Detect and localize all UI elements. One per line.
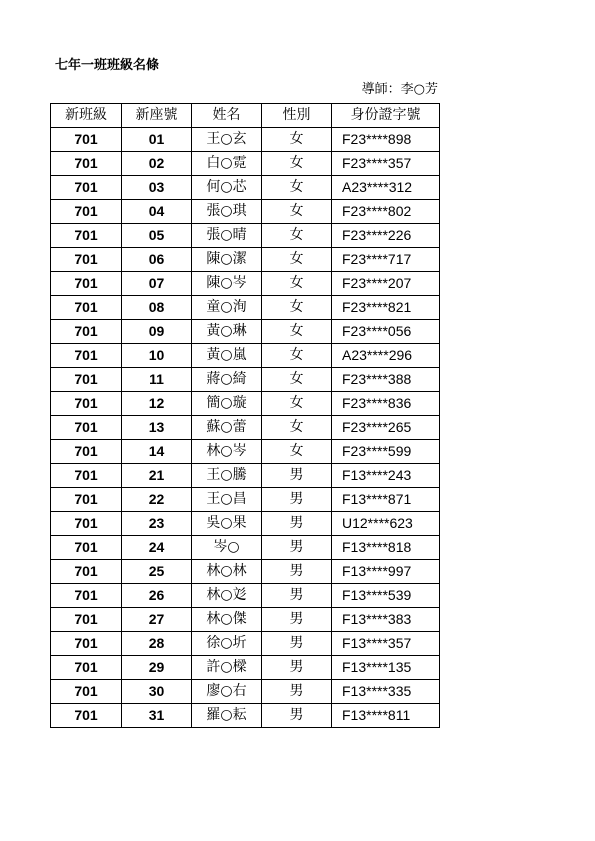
cell-seat: 01 xyxy=(122,128,192,152)
cell-class: 701 xyxy=(51,512,122,536)
cell-class: 701 xyxy=(51,224,122,248)
cell-sex: 男 xyxy=(262,536,332,560)
cell-id-number: F13****357 xyxy=(332,632,440,656)
cell-id-number: F23****898 xyxy=(332,128,440,152)
table-row xyxy=(51,152,440,176)
table-row xyxy=(51,656,440,680)
cell-name: 林○岑 xyxy=(192,440,262,464)
header-seat: 新座號 xyxy=(122,104,192,128)
cell-id-number: F13****335 xyxy=(332,680,440,704)
cell-id-number: F23****802 xyxy=(332,200,440,224)
cell-name: 簡○璇 xyxy=(192,392,262,416)
cell-class: 701 xyxy=(51,128,122,152)
table-row xyxy=(51,224,440,248)
table-row xyxy=(51,392,440,416)
cell-seat: 05 xyxy=(122,224,192,248)
cell-seat: 30 xyxy=(122,680,192,704)
cell-id-number: F23****821 xyxy=(332,296,440,320)
cell-id-number: A23****296 xyxy=(332,344,440,368)
cell-id-number: F23****265 xyxy=(332,416,440,440)
cell-seat: 06 xyxy=(122,248,192,272)
table-row xyxy=(51,200,440,224)
cell-class: 701 xyxy=(51,584,122,608)
table-row xyxy=(51,608,440,632)
cell-sex: 女 xyxy=(262,224,332,248)
cell-sex: 女 xyxy=(262,344,332,368)
cell-sex: 女 xyxy=(262,176,332,200)
document-title: 七年一班班級名條 xyxy=(55,58,160,73)
cell-id-number: F23****599 xyxy=(332,440,440,464)
cell-class: 701 xyxy=(51,248,122,272)
cell-id-number: F13****383 xyxy=(332,608,440,632)
cell-sex: 女 xyxy=(262,416,332,440)
cell-sex: 男 xyxy=(262,560,332,584)
table-row xyxy=(51,296,440,320)
cell-sex: 男 xyxy=(262,632,332,656)
cell-class: 701 xyxy=(51,704,122,728)
cell-sex: 女 xyxy=(262,272,332,296)
table-row xyxy=(51,272,440,296)
cell-class: 701 xyxy=(51,368,122,392)
cell-sex: 男 xyxy=(262,656,332,680)
cell-sex: 男 xyxy=(262,680,332,704)
cell-sex: 女 xyxy=(262,320,332,344)
table-row xyxy=(51,128,440,152)
cell-id-number: F23****056 xyxy=(332,320,440,344)
cell-sex: 男 xyxy=(262,704,332,728)
header-class: 新班級 xyxy=(51,104,122,128)
cell-name: 王○騰 xyxy=(192,464,262,488)
cell-name: 林○林 xyxy=(192,560,262,584)
cell-seat: 23 xyxy=(122,512,192,536)
cell-name: 陳○潔 xyxy=(192,248,262,272)
table-row xyxy=(51,248,440,272)
cell-name: 蔣○綺 xyxy=(192,368,262,392)
cell-class: 701 xyxy=(51,680,122,704)
cell-name: 張○晴 xyxy=(192,224,262,248)
table-row xyxy=(51,680,440,704)
cell-id-number: F13****811 xyxy=(332,704,440,728)
cell-id-number: F23****836 xyxy=(332,392,440,416)
cell-seat: 31 xyxy=(122,704,192,728)
cell-seat: 04 xyxy=(122,200,192,224)
cell-name: 岑○ xyxy=(192,536,262,560)
cell-id-number: F13****818 xyxy=(332,536,440,560)
cell-name: 陳○岑 xyxy=(192,272,262,296)
cell-class: 701 xyxy=(51,536,122,560)
cell-class: 701 xyxy=(51,272,122,296)
cell-sex: 女 xyxy=(262,128,332,152)
table-row xyxy=(51,584,440,608)
table-row xyxy=(51,464,440,488)
cell-class: 701 xyxy=(51,320,122,344)
cell-name: 童○洵 xyxy=(192,296,262,320)
cell-seat: 22 xyxy=(122,488,192,512)
cell-name: 黃○嵐 xyxy=(192,344,262,368)
cell-name: 何○芯 xyxy=(192,176,262,200)
table-row xyxy=(51,512,440,536)
header-sex: 性別 xyxy=(262,104,332,128)
cell-sex: 男 xyxy=(262,488,332,512)
teacher-label: 導師：李○芳 xyxy=(361,82,438,97)
cell-sex: 女 xyxy=(262,248,332,272)
cell-name: 林○傑 xyxy=(192,608,262,632)
cell-seat: 11 xyxy=(122,368,192,392)
cell-seat: 10 xyxy=(122,344,192,368)
cell-seat: 29 xyxy=(122,656,192,680)
table-row xyxy=(51,344,440,368)
table-body xyxy=(51,128,440,728)
cell-class: 701 xyxy=(51,416,122,440)
cell-class: 701 xyxy=(51,392,122,416)
table-header-row xyxy=(51,104,440,128)
cell-name: 黃○琳 xyxy=(192,320,262,344)
cell-class: 701 xyxy=(51,488,122,512)
cell-class: 701 xyxy=(51,344,122,368)
cell-sex: 男 xyxy=(262,464,332,488)
cell-sex: 女 xyxy=(262,392,332,416)
cell-name: 廖○右 xyxy=(192,680,262,704)
cell-name: 吳○果 xyxy=(192,512,262,536)
cell-sex: 女 xyxy=(262,368,332,392)
cell-seat: 21 xyxy=(122,464,192,488)
table-row xyxy=(51,320,440,344)
cell-sex: 男 xyxy=(262,512,332,536)
cell-seat: 25 xyxy=(122,560,192,584)
cell-seat: 26 xyxy=(122,584,192,608)
class-roster-table xyxy=(50,103,440,728)
cell-name: 林○彣 xyxy=(192,584,262,608)
cell-id-number: F23****207 xyxy=(332,272,440,296)
cell-sex: 男 xyxy=(262,608,332,632)
cell-id-number: F23****388 xyxy=(332,368,440,392)
cell-id-number: F23****717 xyxy=(332,248,440,272)
table-row xyxy=(51,176,440,200)
cell-seat: 08 xyxy=(122,296,192,320)
cell-seat: 03 xyxy=(122,176,192,200)
cell-seat: 07 xyxy=(122,272,192,296)
cell-sex: 女 xyxy=(262,440,332,464)
table-row xyxy=(51,440,440,464)
cell-name: 許○樑 xyxy=(192,656,262,680)
header-id-number: 身份證字號 xyxy=(332,104,440,128)
cell-seat: 09 xyxy=(122,320,192,344)
cell-class: 701 xyxy=(51,176,122,200)
cell-class: 701 xyxy=(51,440,122,464)
cell-id-number: F13****539 xyxy=(332,584,440,608)
cell-class: 701 xyxy=(51,464,122,488)
cell-seat: 27 xyxy=(122,608,192,632)
cell-id-number: F13****997 xyxy=(332,560,440,584)
cell-id-number: F13****243 xyxy=(332,464,440,488)
cell-name: 蘇○蕾 xyxy=(192,416,262,440)
cell-id-number: F23****357 xyxy=(332,152,440,176)
cell-class: 701 xyxy=(51,296,122,320)
cell-name: 白○霓 xyxy=(192,152,262,176)
cell-name: 王○昌 xyxy=(192,488,262,512)
cell-class: 701 xyxy=(51,200,122,224)
cell-sex: 女 xyxy=(262,152,332,176)
cell-name: 王○玄 xyxy=(192,128,262,152)
cell-name: 羅○耘 xyxy=(192,704,262,728)
table-row xyxy=(51,416,440,440)
cell-seat: 14 xyxy=(122,440,192,464)
cell-name: 張○琪 xyxy=(192,200,262,224)
cell-seat: 24 xyxy=(122,536,192,560)
cell-id-number: F13****871 xyxy=(332,488,440,512)
cell-class: 701 xyxy=(51,152,122,176)
header-name: 姓名 xyxy=(192,104,262,128)
cell-class: 701 xyxy=(51,656,122,680)
cell-sex: 女 xyxy=(262,296,332,320)
cell-name: 徐○圻 xyxy=(192,632,262,656)
cell-sex: 女 xyxy=(262,200,332,224)
table-row xyxy=(51,368,440,392)
cell-id-number: A23****312 xyxy=(332,176,440,200)
cell-seat: 28 xyxy=(122,632,192,656)
cell-class: 701 xyxy=(51,608,122,632)
cell-id-number: U12****623 xyxy=(332,512,440,536)
table-row xyxy=(51,704,440,728)
cell-seat: 02 xyxy=(122,152,192,176)
table-row xyxy=(51,488,440,512)
cell-seat: 13 xyxy=(122,416,192,440)
cell-class: 701 xyxy=(51,560,122,584)
cell-sex: 男 xyxy=(262,584,332,608)
cell-seat: 12 xyxy=(122,392,192,416)
cell-id-number: F23****226 xyxy=(332,224,440,248)
table-row xyxy=(51,560,440,584)
cell-id-number: F13****135 xyxy=(332,656,440,680)
table-row xyxy=(51,536,440,560)
cell-class: 701 xyxy=(51,632,122,656)
table-row xyxy=(51,632,440,656)
